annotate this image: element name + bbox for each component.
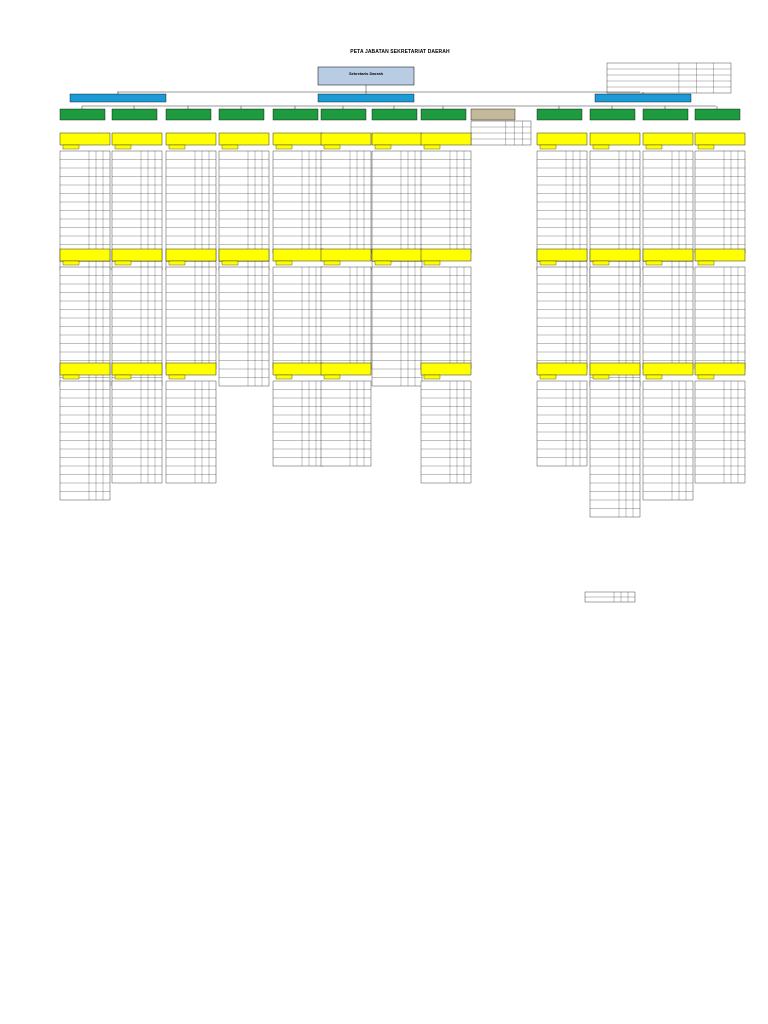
- section-head-box-2-9: [590, 363, 640, 375]
- section-table-1-4: [273, 267, 323, 369]
- section-head-box-1-7: [421, 249, 471, 261]
- section-head-box-1-8: [537, 249, 587, 261]
- section-head-box-1-10: [643, 249, 693, 261]
- section-head-box-0-3: [219, 133, 269, 145]
- section-tag-2-4: [276, 375, 292, 379]
- section-tag-1-5: [324, 261, 340, 265]
- section-table-0-9: [590, 151, 640, 287]
- section-table-2-4: [273, 381, 323, 466]
- section-tag-1-7: [424, 261, 440, 265]
- section-head-box-0-2: [166, 133, 216, 145]
- section-tag-2-7: [424, 375, 440, 379]
- section-head-box-2-4: [273, 363, 323, 375]
- section-tag-1-0: [63, 261, 79, 265]
- section-table-1-2: [166, 267, 216, 369]
- section-table-2-0: [60, 381, 110, 500]
- section-table-1-11: [695, 267, 745, 369]
- section-tag-0-3: [222, 145, 238, 149]
- bureau-head-box-2: [166, 109, 211, 120]
- section-table-1-6: [372, 267, 422, 386]
- section-head-box-2-2: [166, 363, 216, 375]
- section-tag-2-2: [169, 375, 185, 379]
- section-tag-2-8: [540, 375, 556, 379]
- section-table-0-5: [321, 151, 371, 253]
- sekda-label: Sekretaris Daerah: [348, 71, 384, 76]
- section-head-box-0-10: [643, 133, 693, 145]
- section-table-2-5: [321, 381, 371, 466]
- section-table-2-7: [421, 381, 471, 483]
- section-table-2-8: [537, 381, 587, 466]
- section-table-2-10: [643, 381, 693, 500]
- section-head-box-2-11: [695, 363, 745, 375]
- section-head-box-1-6: [372, 249, 422, 261]
- section-tag-0-1: [115, 145, 131, 149]
- section-tag-1-4: [276, 261, 292, 265]
- bureau-head-box-6: [372, 109, 417, 120]
- assistant-box-0: [70, 94, 166, 102]
- section-tag-1-10: [646, 261, 662, 265]
- section-tag-2-9: [593, 375, 609, 379]
- section-tag-1-2: [169, 261, 185, 265]
- section-head-box-0-11: [695, 133, 745, 145]
- section-table-2-11: [695, 381, 745, 483]
- bureau-head-box-0: [60, 109, 105, 120]
- bureau-head-box-8: [537, 109, 582, 120]
- section-head-box-2-0: [60, 363, 110, 375]
- section-tag-0-5: [324, 145, 340, 149]
- section-head-box-2-1: [112, 363, 162, 375]
- bureau-head-box-4: [273, 109, 318, 120]
- section-head-box-1-1: [112, 249, 162, 261]
- section-head-box-2-10: [643, 363, 693, 375]
- section-tag-1-6: [375, 261, 391, 265]
- bureau-head-box-5: [321, 109, 366, 120]
- assistant-box-2: [595, 94, 691, 102]
- section-tag-2-10: [646, 375, 662, 379]
- document-title: PETA JABATAN SEKRETARIAT DAERAH: [350, 49, 450, 55]
- section-tag-0-7: [424, 145, 440, 149]
- section-table-1-10: [643, 267, 693, 369]
- section-tag-1-8: [540, 261, 556, 265]
- section-head-box-1-5: [321, 249, 371, 261]
- section-tag-0-10: [646, 145, 662, 149]
- section-table-1-5: [321, 267, 371, 369]
- section-head-box-1-0: [60, 249, 110, 261]
- sekda-box: [318, 67, 414, 85]
- section-head-box-0-0: [60, 133, 110, 145]
- section-head-box-1-4: [273, 249, 323, 261]
- section-tag-1-1: [115, 261, 131, 265]
- section-head-box-0-5: [321, 133, 371, 145]
- bureau-head-box-11: [695, 109, 740, 120]
- section-head-box-1-3: [219, 249, 269, 261]
- section-tag-2-11: [698, 375, 714, 379]
- section-table-0-4: [273, 151, 323, 253]
- section-head-box-0-8: [537, 133, 587, 145]
- section-head-box-2-5: [321, 363, 371, 375]
- section-head-box-0-1: [112, 133, 162, 145]
- bureau-head-box-10: [643, 109, 688, 120]
- section-tag-0-2: [169, 145, 185, 149]
- section-head-box-0-7: [421, 133, 471, 145]
- section-head-box-1-9: [590, 249, 640, 261]
- section-tag-1-9: [593, 261, 609, 265]
- section-table-2-1: [112, 381, 162, 483]
- bureau-head-box-9: [590, 109, 635, 120]
- section-table-1-7: [421, 267, 471, 369]
- section-table-2-2: [166, 381, 216, 483]
- section-tag-0-9: [593, 145, 609, 149]
- staff-box: [471, 109, 515, 120]
- section-tag-1-11: [698, 261, 714, 265]
- section-head-box-2-8: [537, 363, 587, 375]
- section-head-box-0-9: [590, 133, 640, 145]
- section-table-1-8: [537, 267, 587, 369]
- legend-table: [607, 63, 731, 93]
- section-tag-0-6: [375, 145, 391, 149]
- section-tag-1-3: [222, 261, 238, 265]
- section-tag-0-11: [698, 145, 714, 149]
- section-table-1-3: [219, 267, 269, 386]
- section-tag-2-5: [324, 375, 340, 379]
- section-tag-2-0: [63, 375, 79, 379]
- footer-table: [585, 592, 635, 602]
- section-head-box-1-2: [166, 249, 216, 261]
- assistant-box-1: [318, 94, 414, 102]
- section-table-2-9: [590, 381, 640, 517]
- section-head-box-2-7: [421, 363, 471, 375]
- section-head-box-0-4: [273, 133, 323, 145]
- section-tag-2-1: [115, 375, 131, 379]
- staff-table: [471, 121, 531, 145]
- bureau-head-box-1: [112, 109, 157, 120]
- section-tag-0-0: [63, 145, 79, 149]
- bureau-head-box-3: [219, 109, 264, 120]
- section-tag-0-4: [276, 145, 292, 149]
- section-tag-0-8: [540, 145, 556, 149]
- section-table-0-7: [421, 151, 471, 253]
- section-head-box-0-6: [372, 133, 422, 145]
- section-head-box-1-11: [695, 249, 745, 261]
- section-table-0-11: [695, 151, 745, 253]
- bureau-head-box-7: [421, 109, 466, 120]
